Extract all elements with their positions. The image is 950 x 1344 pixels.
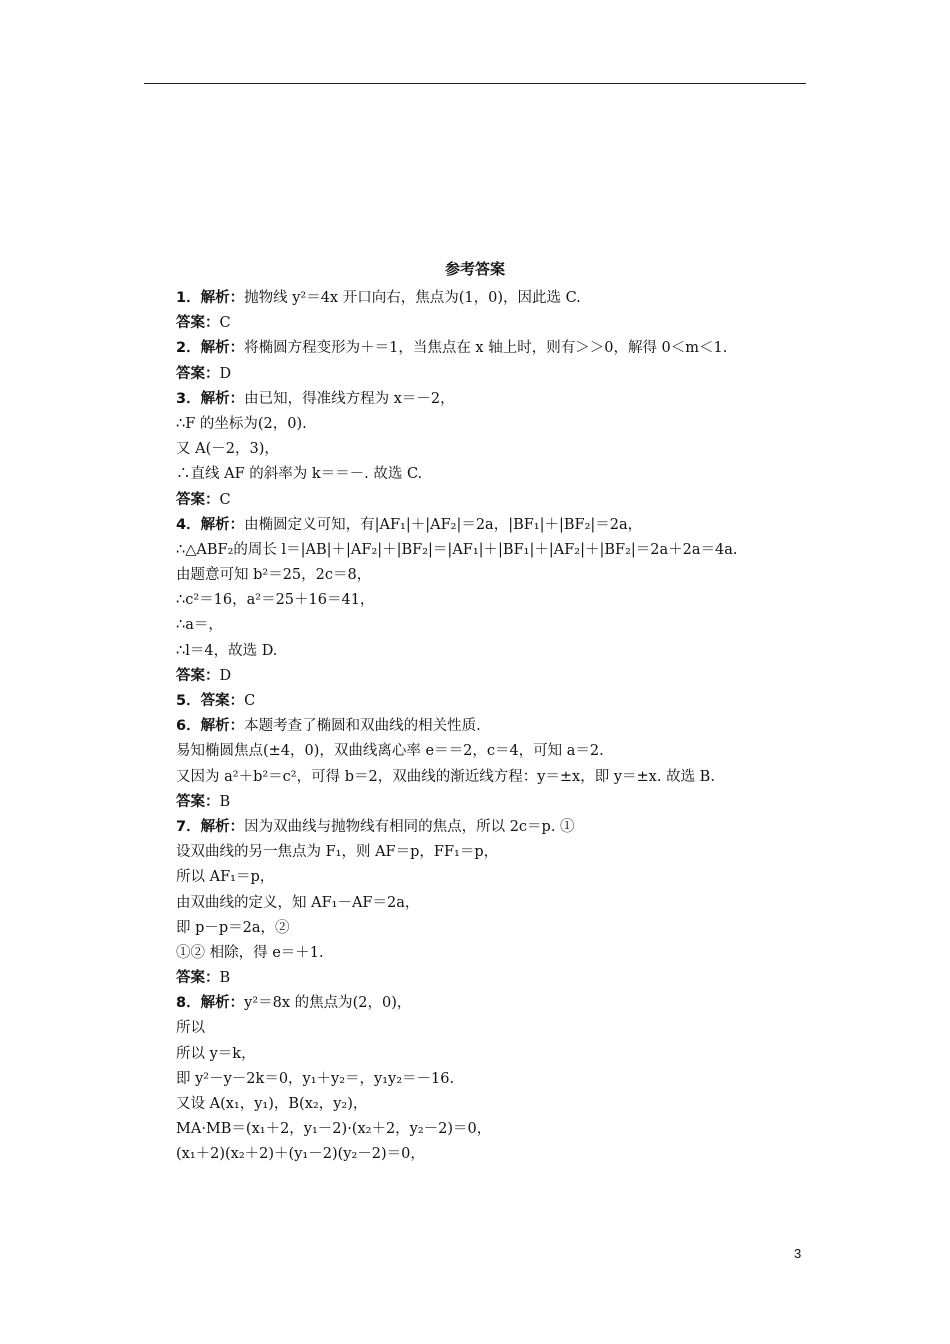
answer-line [176,664,816,689]
answer-line-text: 又设 A(x₁，y₁)，B(x₂，y₂)， [176,1096,368,1112]
answer-line-text: B [219,970,231,987]
answer-line-text: B [219,793,231,810]
answer-line-label: 5．答案： [176,693,245,709]
answer-line-text: 又 A(－2，3)， [176,441,279,458]
answer-line [176,1117,816,1142]
answer-line-label: 3．解析： [176,390,245,407]
answer-line [176,563,816,588]
answer-line [176,613,816,638]
answer-line-text: 所以 y＝k， [176,1045,256,1062]
answer-line-label: 2．解析： [176,340,245,357]
header-rule [144,83,806,84]
answer-line-label: 答案： [176,667,220,684]
answer-line-text: 即 p－p＝2a，② [176,919,290,936]
answer-line-label: 答案： [176,793,220,810]
answer-line-label: 8．解析： [176,995,245,1012]
answer-line-text: ∴△ABF₂的周长 l＝|AB|＋|AF₂|＋|BF₂|＝|AF₁|＋|BF₁|＋|AF₂|＋|BF₂|＝2a＋2a＝4a. [176,541,738,558]
answer-line-text: 又因为 a²＋b²＝c²，可得 b＝2，双曲线的渐近线方程：y＝±x，即 y＝±x. 故选 B. [176,768,715,785]
answer-line [176,689,816,714]
answer-line-text: D [219,365,232,382]
answer-line-text: ①② 相除，得 e＝＋1. [176,944,324,961]
answer-line-text: y²＝8x 的焦点为(2，0)， [244,995,412,1012]
answer-line-text: 设双曲线的另一焦点为 F₁，则 AF＝p，FF₁＝p， [176,844,499,861]
answer-line-text: (x₁＋2)(x₂＋2)＋(y₁－2)(y₂－2)＝0， [176,1146,425,1163]
answer-line-text: 由椭圆定义可知，有|AF₁|＋|AF₂|＝2a，|BF₁|＋|BF₂|＝2a， [244,516,643,533]
answer-line-text: 由已知，得准线方程为 x＝－2， [244,390,455,407]
answer-line-text: 由双曲线的定义，知 AF₁－AF＝2a， [176,894,420,911]
answer-line [176,588,816,613]
answer-line [176,387,816,412]
answer-line-text: 所以 AF₁＝p， [176,869,275,886]
answer-line-text: ∴c²＝16，a²＝25＋16＝41， [176,592,375,609]
answer-line [176,336,816,361]
answer-line [176,739,816,764]
answer-line-text: 所以 [176,1020,205,1037]
answer-line-label: 7．解析： [176,818,245,835]
answer-line-text: D [219,667,232,684]
answer-line [176,916,816,941]
answer-line-label: 答案： [176,491,220,508]
answer-line-label: 答案： [176,970,220,987]
answer-line-text: ∴F 的坐标为(2，0). [176,415,307,432]
page-title: 参考答案 [444,260,505,278]
answer-line [176,714,816,739]
answer-line-text: 易知椭圆焦点(±4，0)，双曲线离心率 e＝＝2，c＝4，可知 a＝2. [176,743,604,760]
answer-line [176,639,816,664]
answer-line [176,991,816,1016]
answer-line-label: 答案： [176,315,220,332]
answer-line [176,966,816,991]
answer-line [176,412,816,437]
answer-line-text: C [219,491,231,508]
answer-line-label: 4．解析： [176,516,245,533]
answer-line [176,1092,816,1117]
answer-line [176,765,816,790]
answer-line [176,1067,816,1092]
answer-line [176,437,816,462]
answer-line-text: 即 y²－y－2k＝0，y₁＋y₂＝，y₁y₂＝－16. [176,1070,455,1087]
answer-line-label: 6．解析： [176,718,245,735]
answer-line [176,311,816,336]
answer-line-label: 1．解析： [176,290,245,306]
answer-line-text: 抛物线 y²＝4x 开口向右，焦点为(1，0)，因此选 C. [244,290,581,306]
answer-line-text: MA·MB＝(x₁＋2，y₁－2)·(x₂＋2，y₂－2)＝0， [176,1121,492,1138]
answer-line-text: 本题考查了椭圆和双曲线的相关性质. [244,718,481,735]
answer-line [176,790,816,815]
answer-line-text: 因为双曲线与抛物线有相同的焦点，所以 2c＝p. ① [244,818,575,835]
answer-list [176,286,816,1168]
answer-line-text: 由题意可知 b²＝25，2c＝8， [176,567,372,584]
answer-line [176,488,816,513]
answer-line [176,286,816,311]
answer-line-text: ∴l＝4，故选 D. [176,642,278,659]
page-number: 3 [794,1246,802,1261]
answer-line [176,1016,816,1041]
answer-line [176,462,816,487]
answer-line-text: ∴a＝， [176,617,223,634]
answer-line [176,865,816,890]
answer-line [176,513,816,538]
answer-line-text: ∴直线 AF 的斜率为 k＝＝－. 故选 C. [176,466,423,483]
answer-line [176,815,816,840]
answer-line-text: C [219,315,231,332]
answer-line [176,840,816,865]
answer-line [176,1042,816,1067]
answer-line-text: C [244,693,256,709]
answer-line [176,891,816,916]
answer-line-label: 答案： [176,365,220,382]
answer-line [176,1142,816,1167]
answer-line [176,941,816,966]
answer-line [176,538,816,563]
answer-line [176,362,816,387]
answer-line-text: 将椭圆方程变形为＋＝1，当焦点在 x 轴上时，则有＞＞0，解得 0＜m＜1. [244,340,728,357]
